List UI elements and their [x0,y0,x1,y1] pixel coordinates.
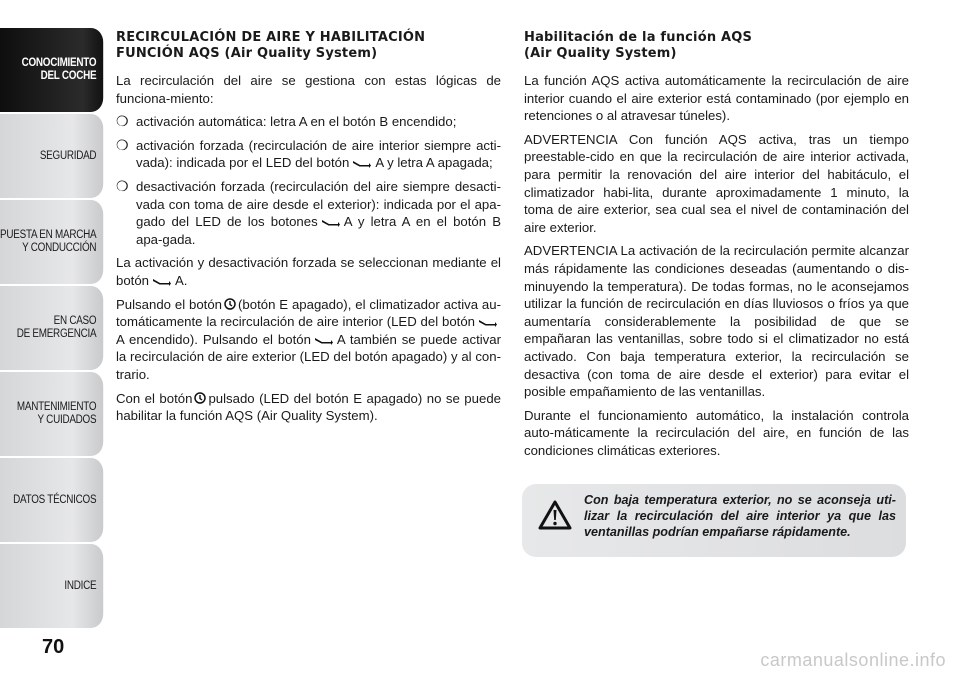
page-number: 70 [42,636,65,658]
paragraph: ADVERTENCIA La activación de la recirculación permite alcanzar más rápidamente las condiciones deseadas (aumentando o dis-minuyendo la temperatura). De todas formas, no le aconsejamos utilizar la función de recirculación en días lluviosos o fríos ya que aumentaría considerablemente la posibilidad de que se empañaran las ventanillas, sobre todo si el climatizador no está activado. Con baja temperatura exterior, la recirculación se desactiva (con toma de aire desde el exterior) para evitar el posible empañamiento de las ventanillas. [524,243,909,400]
watermark: carmanualsonline.info [760,650,946,670]
section-heading-aqs [524,30,909,62]
warning-text: Con baja temperatura exterior, no se aconseja uti-lizar la recirculación del aire interior ya que las ventanillas podrían empañarse rápidamente. [584,493,896,539]
heading-line-2: FUNCIÓN AQS (Air Quality System) [116,46,378,61]
list-item [116,178,501,248]
paragraph: Con el botón pulsado (LED del botón E apagado) no se puede habilitar la función AQS (Air Quality System). [116,390,501,424]
bullet-mark: ❍ [116,113,129,130]
tab-datos-tecnicos[interactable]: DATOS TÉCNICOS [0,458,103,542]
paragraph: La activación y desactivación forzada se seleccionan mediante el botón A. [116,255,501,288]
heading-line-2: (Air Quality System) [524,46,677,61]
intro-paragraph: La recirculación del aire se gestiona con estas lógicas de funciona-miento: [116,73,501,106]
tab-en-caso-de-emergencia[interactable]: EN CASO DE EMERGENCIA [0,286,103,370]
bullet-text: activación automática: letra A en el botón B encendido; [136,114,457,130]
tab-conocimiento-del-coche[interactable]: CONOCIMIENTO DEL COCHE [0,28,103,112]
recirculation-icon [478,317,498,327]
heading-line-1: Habilitación de la función AQS [524,30,753,45]
section-heading-recirculacion [116,30,501,62]
bullet-text: desactivación forzada (recirculación del aire siempre desacti-vada con toma de aire desde el exterior): indicada por el apa-gado del LED de los botones A y letra A en el botón B apa-gada. [136,178,501,247]
paragraph: ADVERTENCIA Con función AQS activa, tras un tiempo preestable-cido en que la recirculación de aire interior activada, para permitir la renovación del aire interior del habitáculo, el climatizador habi-lita, durante aproximadamente 1 minuto, la toma de aire exterior, sea cual sea el nivel de contaminación del aire exterior. [524,131,909,235]
list-item [116,113,501,131]
clock-icon [224,298,236,310]
heading-line-1: RECIRCULACIÓN DE AIRE Y HABILITACIÓN [116,30,426,45]
bullet-mark: ❍ [116,136,129,153]
paragraph: La función AQS activa automáticamente la recirculación de aire interior cuando el aire exterior está contaminado (por ejemplo en retenciones o al atravesar túneles). [524,73,909,124]
recirculation-icon [321,217,341,227]
paragraph: Pulsando el botón (botón E apagado), el climatizador activa au-tomáticamente la recirculación de aire interior (LED del botónA encendido). Pulsando el botón A también se puede activar la recirculación de aire exterior (LED del botón apagado) y al con-trario. [116,296,501,382]
tab-mantenimiento[interactable]: MANTENIMIENTO Y CUIDADOS [0,372,103,456]
chapter-sidebar [0,28,103,630]
warning-triangle-icon [538,500,572,530]
tab-puesta-en-marcha[interactable]: PUESTA EN MARCHA Y CONDUCCIÓN [0,200,103,284]
bullet-mark: ❍ [116,177,129,194]
recirculation-icon [314,335,334,345]
warning-box [522,484,906,557]
bullet-text: activación forzada (recirculación de aire interior siempre acti-vada): indicada por el LED del botón A y letra A apagada; [136,137,501,171]
recirculation-icon [352,158,372,168]
left-column [116,30,501,431]
list-item [116,137,501,172]
right-column [524,30,909,465]
clock-icon [194,392,206,404]
paragraph: Durante el funcionamiento automático, la instalación controla auto-máticamente la recirculación del aire, en función de las condiciones climáticas exteriores. [524,407,909,458]
tab-indice[interactable]: INDICE [0,544,103,628]
tab-seguridad[interactable]: SEGURIDAD [0,114,103,198]
recirculation-icon [152,276,172,286]
